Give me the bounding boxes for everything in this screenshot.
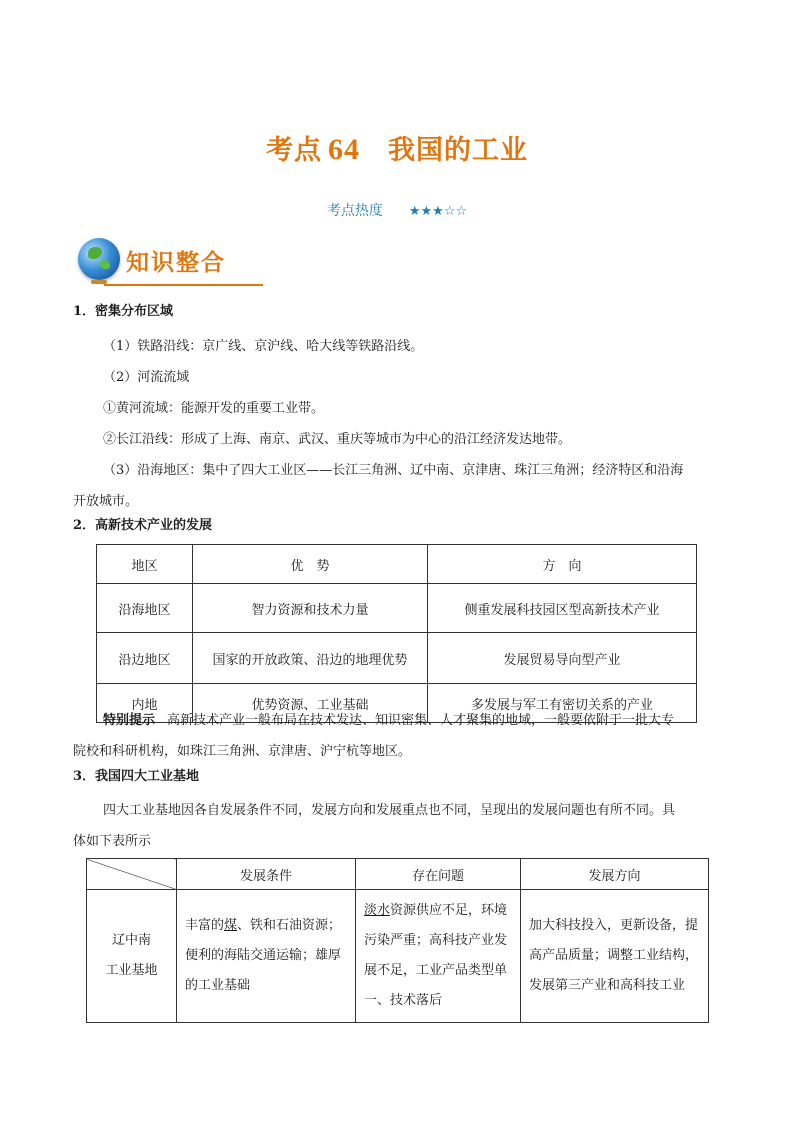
section-1-heading: 1．密集分布区域 (73, 304, 174, 319)
high-tech-table (96, 544, 697, 723)
table-row (97, 633, 697, 684)
knowledge-banner (78, 236, 263, 288)
star-rating-icon: ★★★☆☆ (408, 204, 468, 219)
table-cell: 沿边地区 (97, 633, 193, 684)
paragraph: 四大工业基地因各自发展条件不同，发展方向和发展重点也不同，呈现出的发展问题也有所不同。具 (103, 803, 676, 818)
section-2-heading: 2．高新技术产业的发展 (73, 518, 213, 533)
table-header: 发展条件 (177, 859, 356, 890)
table-header: 优 势 (193, 545, 428, 584)
table-cell: 国家的开放政策、沿边的地理优势 (193, 633, 428, 684)
table-header: 发展方向 (521, 859, 709, 890)
table-cell: 优势资源、工业基础 (193, 684, 428, 723)
table-cell: 沿海地区 (97, 584, 193, 633)
table-cell: 加大科技投入，更新设备，提高产品质量；调整工业结构，发展第三产业和高科技工业 (521, 890, 709, 1023)
table-header: 方 向 (428, 545, 697, 584)
table-cell: 淡水资源供应不足，环境污染严重；高科技产业发展不足，工业产品类型单一、技术落后 (356, 890, 521, 1023)
table-header: 地区 (97, 545, 193, 584)
paragraph: 开放城市。 (73, 494, 139, 509)
table-cell: 侧重发展科技园区型高新技术产业 (428, 584, 697, 633)
tip-paragraph: 特别提示 高新技术产业一般布局在技术发达、知识密集、人才聚集的地域，一般要依附于一批大专 (103, 713, 675, 728)
banner-title: 知识整合 (126, 250, 226, 276)
table-cell: 丰富的煤、铁和石油资源；便利的海陆交通运输；雄厚的工业基础 (177, 890, 356, 1023)
paragraph: ②长江沿线：形成了上海、南京、武汉、重庆等城市为中心的沿江经济发达地带。 (103, 432, 572, 447)
heat-rating (0, 200, 794, 220)
table-cell: 多发展与军工有密切关系的产业 (428, 684, 697, 723)
table-row (87, 890, 709, 1023)
row-label-cell: 辽中南 工业基地 (87, 890, 177, 1023)
table-cell: 智力资源和技术力量 (193, 584, 428, 633)
globe-icon (78, 238, 120, 280)
diagonal-header-cell (87, 859, 177, 890)
paragraph: （1）铁路沿线：京广线、京沪线、哈大线等铁路沿线。 (103, 339, 424, 354)
paragraph: 院校和科研机构，如珠江三角洲、京津唐、沪宁杭等地区。 (73, 744, 412, 759)
table-row (97, 584, 697, 633)
page-title: 考点 64 我国的工业 (266, 133, 528, 166)
table-header-row (87, 859, 709, 890)
industrial-bases-table (86, 858, 709, 1023)
table-cell: 发展贸易导向型产业 (428, 633, 697, 684)
paragraph: （2）河流流域 (103, 370, 190, 385)
table-header: 存在问题 (356, 859, 521, 890)
paragraph: 体如下表所示 (73, 834, 152, 849)
table-cell: 内地 (97, 684, 193, 723)
section-3-heading: 3．我国四大工业基地 (73, 769, 200, 784)
paragraph: （3）沿海地区：集中了四大工业区——长江三角洲、辽中南、京津唐、珠江三角洲；经济特区和沿海 (103, 463, 684, 478)
heat-label: 考点热度 (326, 203, 383, 219)
tip-label: 特别提示 (103, 713, 156, 728)
paragraph: ①黄河流域：能源开发的重要工业带。 (103, 401, 325, 416)
table-header-row (97, 545, 697, 584)
